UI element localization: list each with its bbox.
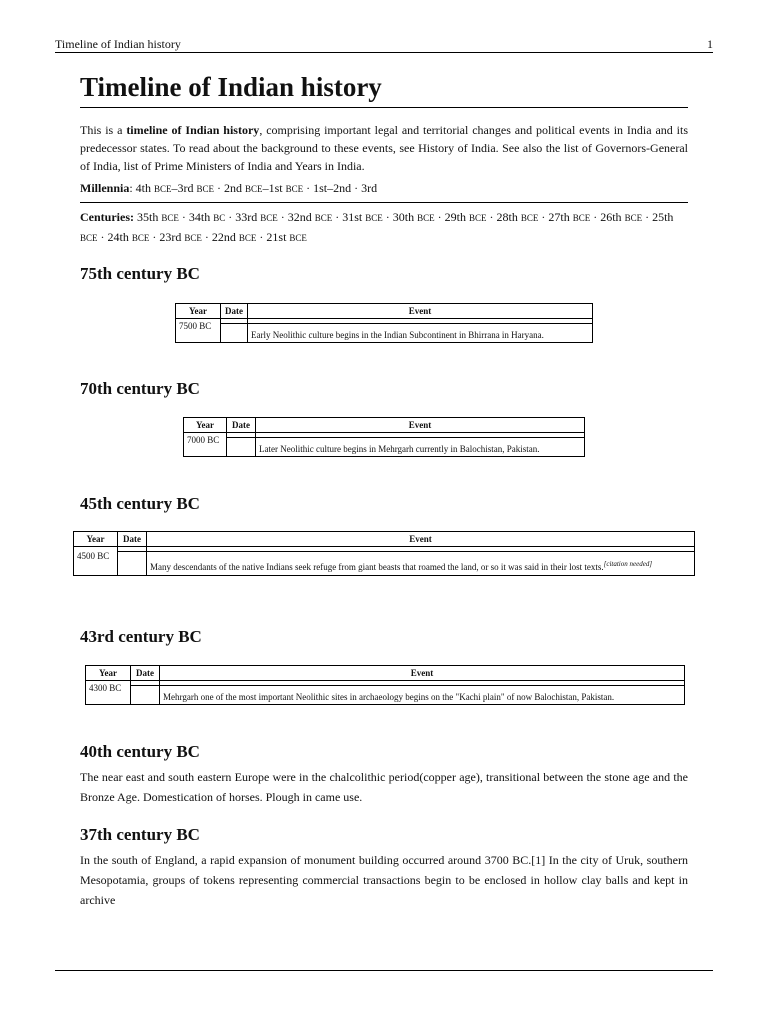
separator: ·: [149, 230, 160, 244]
section-heading-45th: 45th century BC: [80, 494, 200, 513]
century-link[interactable]: [445, 210, 487, 224]
separator: ·: [201, 230, 212, 244]
event-cell: Early Neolithic culture begins in the Indian Subcontinent in Bhirrana in Haryana.: [248, 324, 593, 343]
era-suffix: BCE: [245, 184, 263, 194]
page-title: Timeline of Indian history: [80, 72, 688, 108]
centuries-nav: [80, 208, 688, 248]
separator: ·: [256, 230, 267, 244]
section-heading-75th: 75th century BC: [80, 264, 200, 283]
section-heading-70th: 70th century BC: [80, 379, 200, 398]
separator: ·: [277, 210, 288, 224]
millennia-nav: [80, 179, 688, 203]
date-cell: [118, 552, 147, 576]
century-number: 31st: [342, 210, 363, 224]
era-suffix: BCE: [365, 213, 383, 223]
century-number: 29th: [444, 210, 466, 224]
era-suffix: BCE: [289, 233, 307, 243]
year-cell: 7000 BC: [184, 433, 227, 457]
era-suffix: BCE: [238, 233, 257, 243]
running-header: [55, 37, 713, 53]
event-header: Event: [248, 304, 593, 319]
century-link[interactable]: [342, 210, 383, 224]
separator: ·: [178, 210, 189, 224]
era-suffix: BCE: [572, 213, 591, 223]
running-title: Timeline of Indian history: [55, 37, 181, 51]
event-cell: Mehrgarh one of the most important Neolithic sites in archaeology begins on the "Kachi plain" of now Balochistan, Pakistan.: [160, 686, 685, 705]
era-suffix: BCE: [196, 184, 215, 194]
millennia-text: · 2nd: [214, 181, 246, 195]
citation-needed-link[interactable]: [citation needed]: [603, 560, 653, 568]
separator: ·: [225, 210, 236, 224]
section-heading-43rd: 43rd century BC: [80, 627, 202, 646]
date-cell: [131, 686, 160, 705]
era-suffix: BCE: [468, 213, 487, 223]
section-heading-37th: 37th century BC: [80, 825, 200, 844]
year-header: Year: [86, 666, 131, 681]
timeline-table-43rd: [85, 665, 685, 705]
century-link[interactable]: [212, 230, 257, 244]
date-cell: [221, 324, 248, 343]
date-cell: [227, 438, 256, 457]
intro-paragraph: [80, 121, 688, 175]
century-number: 32nd: [287, 210, 312, 224]
event-cell: Later Neolithic culture begins in Mehrgarh currently in Balochistan, Pakistan.: [256, 438, 585, 457]
century-link[interactable]: [288, 210, 333, 224]
century-link[interactable]: [497, 210, 539, 224]
year-header: Year: [184, 418, 227, 433]
event-header: Event: [147, 532, 695, 547]
footer-rule: [55, 970, 713, 971]
section-heading-40th: 40th century BC: [80, 742, 200, 761]
era-suffix: BCE: [285, 184, 304, 194]
century-number: 22nd: [211, 230, 236, 244]
century-link[interactable]: [235, 210, 278, 224]
century-link[interactable]: [189, 210, 225, 224]
century-number: 23rd: [159, 230, 182, 244]
section-text-37th: In the south of England, a rapid expansion of monument building occurred around 3700 BC.[1] In the city of Uruk, southern Mesopotamia, groups of tokens representing commercial transactions begin to be enclosed in hollow clay balls and kept in archive: [80, 853, 688, 907]
page-number: 1: [707, 37, 713, 51]
era-suffix: BCE: [161, 213, 179, 223]
date-header: Date: [221, 304, 248, 319]
century-link[interactable]: [137, 210, 179, 224]
separator: ·: [434, 210, 445, 224]
date-header: Date: [131, 666, 160, 681]
section-text-40th: The near east and south eastern Europe were in the chalcolithic period(copper age), transitional between the stone age and the Bronze Age. Domestication of horses. Plough in came use.: [80, 770, 688, 804]
event-header: Event: [160, 666, 685, 681]
era-suffix: BCE: [260, 213, 278, 223]
millennia-label: Millennia: [80, 181, 130, 195]
century-number: 35th: [137, 210, 159, 224]
era-suffix: BCE: [314, 213, 333, 223]
timeline-table-75th: [175, 303, 593, 343]
event-text: Many descendants of the native Indians seek refuge from giant beasts that roamed the land, or so it was said in their lost texts.: [150, 562, 604, 572]
separator: ·: [382, 210, 393, 224]
year-cell: 7500 BC: [176, 319, 221, 343]
year-header: Year: [176, 304, 221, 319]
century-number: 21st: [266, 230, 287, 244]
century-link[interactable]: [159, 230, 202, 244]
era-suffix: BCE: [131, 233, 150, 243]
era-suffix: BCE: [624, 213, 643, 223]
century-link[interactable]: [600, 210, 642, 224]
centuries-label: Centuries:: [80, 210, 134, 224]
event-header: Event: [256, 418, 585, 433]
century-number: 33rd: [235, 210, 258, 224]
century-number: 28th: [496, 210, 518, 224]
separator: ·: [642, 210, 653, 224]
millennia-text: : 4th: [129, 181, 155, 195]
century-link[interactable]: [108, 230, 150, 244]
era-suffix: BC: [213, 213, 226, 223]
millennia-text: –3rd: [171, 181, 197, 195]
separator: ·: [486, 210, 497, 224]
year-value: 4500 BC: [77, 551, 110, 561]
century-number: 34th: [188, 210, 211, 224]
century-link[interactable]: [266, 230, 307, 244]
era-suffix: BCE: [417, 213, 435, 223]
year-cell: [74, 547, 118, 576]
century-number: 26th: [600, 210, 622, 224]
century-number: 24th: [107, 230, 129, 244]
separator: ·: [538, 210, 549, 224]
event-cell: [147, 552, 695, 576]
century-number: 30th: [392, 210, 415, 224]
millennia-text: · 1st–2nd · 3rd: [303, 181, 378, 195]
date-header: Date: [118, 532, 147, 547]
separator: ·: [590, 210, 601, 224]
era-suffix: BCE: [154, 184, 172, 194]
separator: ·: [332, 210, 343, 224]
date-header: Date: [227, 418, 256, 433]
timeline-table-70th: [183, 417, 585, 457]
century-link[interactable]: [393, 210, 435, 224]
century-number: 27th: [548, 210, 570, 224]
era-suffix: BCE: [80, 233, 98, 243]
era-suffix: BCE: [520, 213, 539, 223]
centuries-list: [80, 210, 673, 244]
separator: ·: [97, 230, 108, 244]
year-cell: 4300 BC: [86, 681, 131, 705]
timeline-table-45th: [73, 531, 695, 576]
year-header: Year: [74, 532, 118, 547]
intro-text-1: This is a: [80, 123, 127, 137]
century-number: 25th: [652, 210, 674, 224]
millennia-text: –1st: [262, 181, 286, 195]
century-link[interactable]: [548, 210, 590, 224]
intro-bold-link[interactable]: timeline of Indian history: [126, 123, 260, 137]
era-suffix: BCE: [184, 233, 202, 243]
intro-text-2: , comprising important legal and territorial changes and political events in India and its predecessor states. To read about the background to these events, see History of India. See also the list of Governors-General of India, list of Prime Ministers of India and Years in India.: [80, 123, 689, 173]
